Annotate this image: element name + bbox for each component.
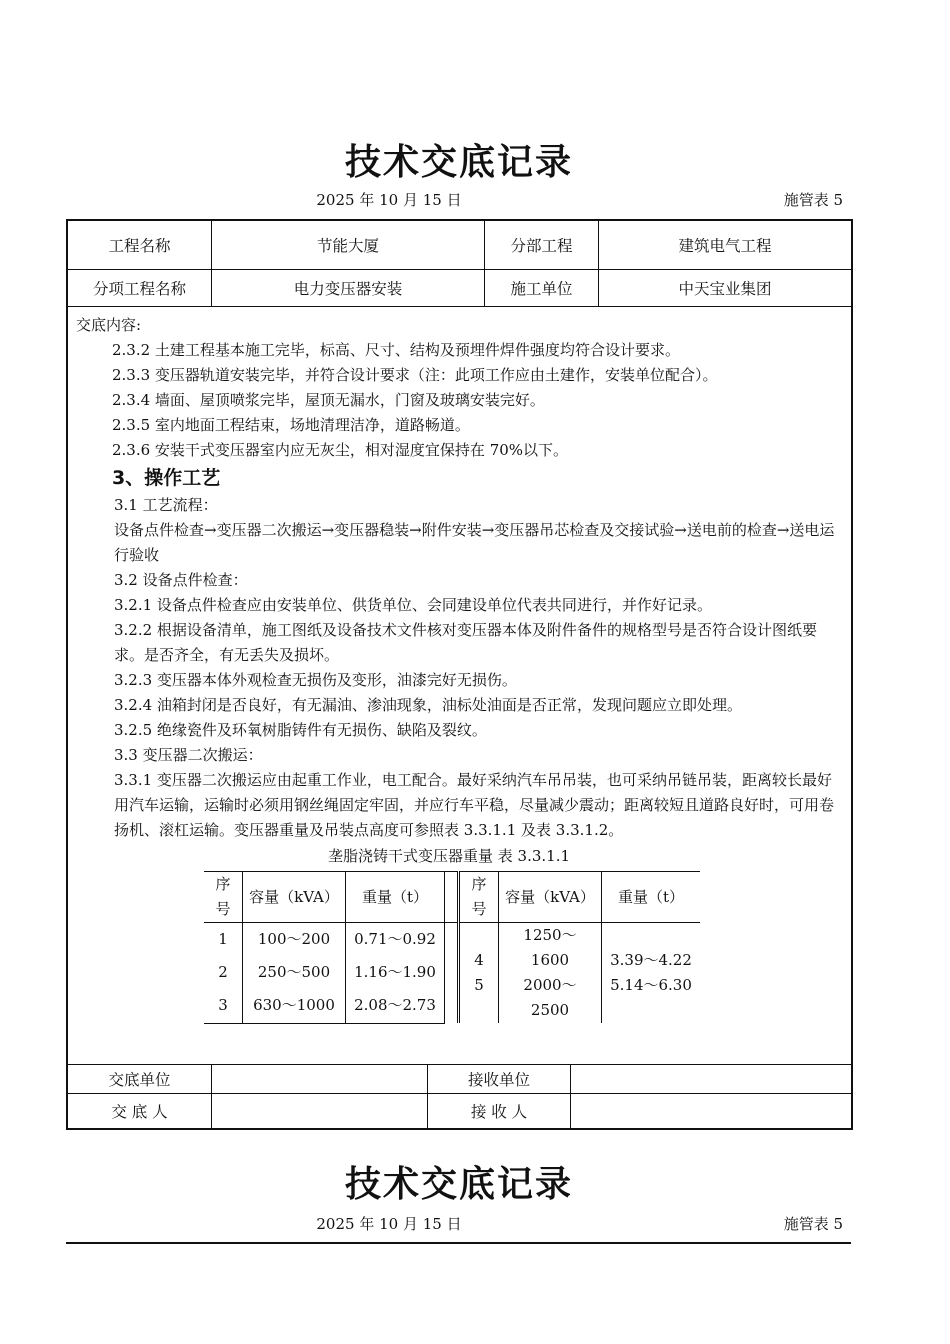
clause-2-3-5: 2.3.5 室内地面工程结束，场地清理洁净，道路畅道。 xyxy=(112,416,470,434)
process-flow: 设备点件检查→变压器二次搬运→变压器稳装→附件安装→变压器吊芯检查及交接试验→送电前的检查→送电运行验收 xyxy=(114,521,835,564)
clause-2-3-3: 2.3.3 变压器轨道安装完毕，并符合设计要求（注：此项工作应由土建作，安装单位配合）。 xyxy=(112,366,718,384)
clause-3-3: 3.3 变压器二次搬运： xyxy=(114,746,263,764)
cell-no: 4 xyxy=(474,951,484,969)
table-divider xyxy=(445,872,459,923)
cell-no: 1 xyxy=(218,930,228,949)
record-date: 2025 年 10 月 15 日 xyxy=(316,191,462,209)
issuer-field[interactable] xyxy=(212,1094,427,1128)
clause-3-2-3: 3.2.3 变压器本体外观检查无损伤及变形，油漆完好无损伤。 xyxy=(114,671,517,689)
cell-capacity: 100～200 xyxy=(243,923,346,957)
section-heading: 3、操作工艺 xyxy=(112,467,221,489)
cell-weight: 3.39～4.22 xyxy=(610,951,692,969)
cell-capacity: 1250～1600 xyxy=(523,926,577,969)
clause-3-1: 3.1 工艺流程： xyxy=(114,496,218,514)
clause-3-2: 3.2 设备点件检查： xyxy=(114,571,248,589)
cell-no: 2 xyxy=(218,963,228,982)
receiver-label: 接 收 人 xyxy=(470,1103,528,1121)
issuer-unit-field[interactable] xyxy=(212,1065,427,1093)
receiver-field[interactable] xyxy=(571,1094,851,1128)
division-label: 分部工程 xyxy=(510,237,573,255)
table-row xyxy=(204,923,700,957)
table-caption: 垄脂浇铸干式变压器重量 表 3.3.1.1 xyxy=(327,847,570,865)
cell-weight-group xyxy=(602,923,701,1024)
clause-3-2-5: 3.2.5 绝缘瓷件及环氧树脂铸件有无损伤、缺陷及裂纹。 xyxy=(114,721,487,739)
cell-no: 3 xyxy=(204,989,243,1023)
clause-3-3-1: 3.3.1 变压器二次搬运应由起重工作业，电工配合。最好采纳汽车吊吊装，也可采纳吊链吊装，距离较长最好用汽车运输，运输时必须用钢丝绳固定牢固，并应行车平稳，尽量减少震动；距离较短且道路良好时，可用卷扬机、滚杠运输。变压器重量及吊装点高度可参照表 3.3.1.1 及表 3.3.1.2。 xyxy=(114,771,835,839)
col-weight-2: 重量（t） xyxy=(602,872,701,923)
page2-top-rule xyxy=(66,1242,851,1244)
disclosure-content xyxy=(76,313,846,1024)
cell-no: 5 xyxy=(474,976,484,994)
record-date: 2025 年 10 月 15 日 xyxy=(316,1215,462,1233)
subitem-label: 分项工程名称 xyxy=(92,280,186,298)
contractor-label: 施工单位 xyxy=(510,280,573,298)
document-title: 技术交底记录 xyxy=(344,142,573,183)
cell-no-group xyxy=(459,923,499,1024)
receiver-unit-label: 接收单位 xyxy=(467,1071,530,1089)
issuer-unit-label: 交底单位 xyxy=(108,1071,171,1089)
cell-capacity: 630～1000 xyxy=(243,989,346,1023)
document-title-page2: 技术交底记录 xyxy=(344,1164,573,1205)
clause-2-3-6: 2.3.6 安装干式变压器室内应无灰尘，相对湿度宜保持在 70%以下。 xyxy=(112,441,569,459)
form-number: 施管表 5 xyxy=(783,1215,843,1233)
project-name-value: 节能大厦 xyxy=(316,237,379,255)
cell-weight: 2.08～2.73 xyxy=(346,989,445,1023)
col-no-2: 序号 xyxy=(459,872,499,923)
project-name-label: 工程名称 xyxy=(108,237,171,255)
table-bottom-rule xyxy=(204,1023,700,1024)
subitem-value: 电力变压器安装 xyxy=(293,280,403,298)
table-divider xyxy=(445,923,459,1024)
clause-2-3-4: 2.3.4 墙面、屋顶喷浆完毕，屋顶无漏水，门窗及玻璃安装完好。 xyxy=(112,391,545,409)
col-weight: 重量（t） xyxy=(346,872,445,923)
division-value: 建筑电气工程 xyxy=(678,237,772,255)
form-number: 施管表 5 xyxy=(783,191,843,209)
col-no: 序号 xyxy=(204,872,243,923)
cell-weight: 5.14～6.30 xyxy=(610,976,692,994)
cell-capacity-group xyxy=(499,923,602,1024)
clause-3-2-4: 3.2.4 油箱封闭是否良好，有无漏油、渗油现象，油标处油面是否正常，发现问题应立即处理。 xyxy=(114,696,742,714)
cell-capacity: 2000～2500 xyxy=(523,976,577,1019)
issuer-label: 交 底 人 xyxy=(111,1103,168,1121)
clause-3-2-1: 3.2.1 设备点件检查应由安装单位、供货单位、会同建设单位代表共同进行，并作好记录。 xyxy=(114,596,712,614)
clause-2-3-2: 2.3.2 土建工程基本施工完毕，标高、尺寸、结构及预埋件焊件强度均符合设计要求。 xyxy=(112,341,680,359)
cell-capacity: 250～500 xyxy=(243,956,346,989)
cell-weight: 1.16～1.90 xyxy=(346,956,445,989)
table-header-row xyxy=(204,872,700,923)
col-capacity-2: 容量（kVA） xyxy=(499,872,602,923)
transformer-weight-table xyxy=(204,871,700,1024)
clause-3-2-2: 3.2.2 根据设备清单，施工图纸及设备技术文件核对变压器本体及附件备件的规格型号是否符合设计图纸要求。是否齐全，有无丢失及损坏。 xyxy=(114,621,817,664)
receiver-unit-field[interactable] xyxy=(571,1065,851,1093)
content-label: 交底内容: xyxy=(76,316,142,334)
col-capacity: 容量（kVA） xyxy=(243,872,346,923)
contractor-value: 中天宝业集团 xyxy=(678,280,772,298)
record-form xyxy=(66,219,853,1130)
cell-weight: 0.71～0.92 xyxy=(346,923,445,957)
